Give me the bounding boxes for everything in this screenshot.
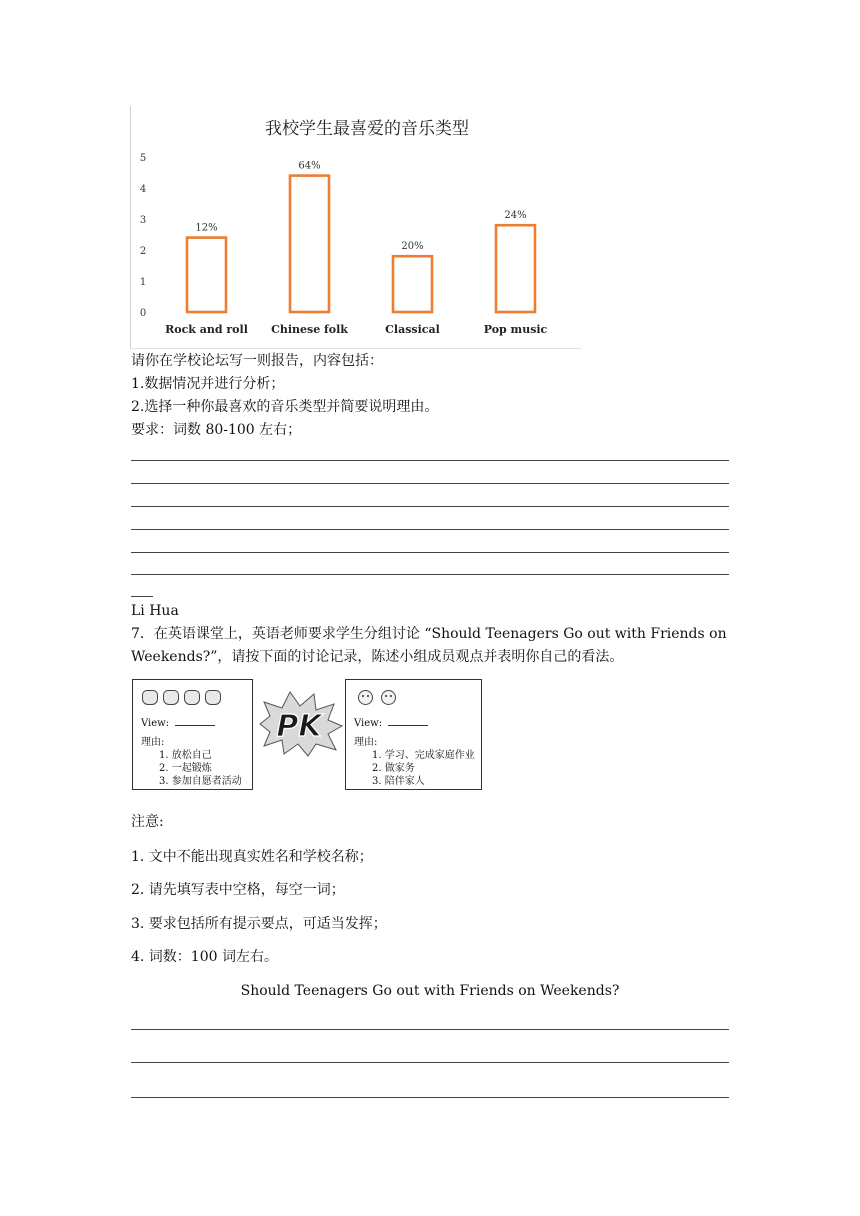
- essay-title: Should Teenagers Go out with Friends on Weekends?: [240, 983, 620, 999]
- view-blank[interactable]: [175, 725, 215, 726]
- oppose-view-box: [345, 679, 482, 790]
- x-category-label: Pop music: [483, 323, 548, 336]
- answer-line[interactable]: [131, 552, 729, 553]
- task6-intro: 请你在学校论坛写一则报告，内容包括：: [131, 353, 383, 369]
- sad-face-icon: [358, 690, 373, 705]
- y-tick-label: 5: [139, 153, 147, 164]
- x-category-label: Rock and roll: [165, 323, 248, 336]
- reason-item: 2. 做家务: [372, 763, 415, 774]
- pk-label: PK: [276, 709, 322, 744]
- music-preference-chart: [130, 106, 581, 349]
- notes-title: 注意:: [131, 814, 164, 830]
- answer-line[interactable]: [131, 1097, 729, 1098]
- answer-line[interactable]: [131, 506, 729, 507]
- chart-svg: [131, 106, 581, 348]
- answer-line-short[interactable]: [131, 596, 153, 597]
- note-item: 2. 请先填写表中空格，每空一词；: [131, 882, 345, 898]
- view-row: [354, 718, 428, 729]
- view-label: View:: [141, 718, 170, 729]
- chart-bar: [496, 225, 535, 312]
- answer-line[interactable]: [131, 574, 729, 575]
- y-tick-label: 0: [139, 308, 147, 319]
- signature: Li Hua: [131, 603, 179, 619]
- task6-requirement: 要求：词数 80-100 左右；: [131, 422, 302, 438]
- fist-icon: [163, 690, 179, 705]
- answer-line[interactable]: [131, 529, 729, 530]
- fist-icon: [184, 690, 200, 705]
- reason-item: 3. 陪伴家人: [372, 776, 425, 787]
- reason-item: 3. 参加自愿者活动: [159, 776, 242, 787]
- reason-item: 2. 一起锻炼: [159, 763, 212, 774]
- view-row: [141, 718, 215, 729]
- note-item: 4. 词数：100 词左右。: [131, 949, 278, 965]
- fist-icon: [142, 690, 158, 705]
- fist-icon: [205, 690, 221, 705]
- x-category-label: Classical: [385, 323, 440, 336]
- reason-label: 理由:: [354, 737, 378, 748]
- bar-value-label: 12%: [195, 222, 218, 234]
- chart-title: 我校学生最喜爱的音乐类型: [265, 119, 469, 139]
- answer-line[interactable]: [131, 483, 729, 484]
- answer-line[interactable]: [131, 1029, 729, 1030]
- x-category-label: Chinese folk: [271, 323, 348, 336]
- support-view-box: [132, 679, 253, 790]
- answer-line[interactable]: [131, 460, 729, 461]
- view-label: View:: [354, 718, 383, 729]
- sad-face-icon: [381, 690, 396, 705]
- chart-bar: [187, 238, 226, 312]
- note-item: 3. 要求包括所有提示要点，可适当发挥；: [131, 916, 387, 932]
- task6-point2: 2.选择一种你最喜欢的音乐类型并简要说明理由。: [131, 399, 439, 415]
- reason-item: 1. 学习、完成家庭作业: [372, 750, 475, 761]
- chart-bar: [393, 256, 432, 312]
- y-tick-label: 2: [139, 246, 147, 257]
- note-item: 1. 文中不能出现真实姓名和学校名称；: [131, 849, 373, 865]
- bar-value-label: 64%: [298, 160, 321, 172]
- task7-prompt-line2: Weekends?”，请按下面的讨论记录，陈述小组成员观点并表明你自己的看法。: [131, 649, 624, 665]
- answer-line[interactable]: [131, 1062, 729, 1063]
- view-blank[interactable]: [388, 725, 428, 726]
- bar-value-label: 24%: [504, 210, 527, 222]
- chart-bar: [290, 176, 329, 312]
- reason-item: 1. 放松自己: [159, 750, 212, 761]
- task7-prompt-line1: 7．在英语课堂上，英语老师要求学生分组讨论 “Should Teenagers Go out with Friends on: [131, 626, 727, 642]
- y-tick-label: 3: [139, 215, 147, 226]
- y-tick-label: 1: [139, 277, 147, 288]
- task6-point1: 1.数据情况并进行分析；: [131, 376, 285, 392]
- reason-label: 理由:: [141, 737, 165, 748]
- pk-burst-icon: [252, 688, 345, 758]
- y-tick-label: 4: [139, 184, 147, 195]
- bar-value-label: 20%: [401, 241, 424, 253]
